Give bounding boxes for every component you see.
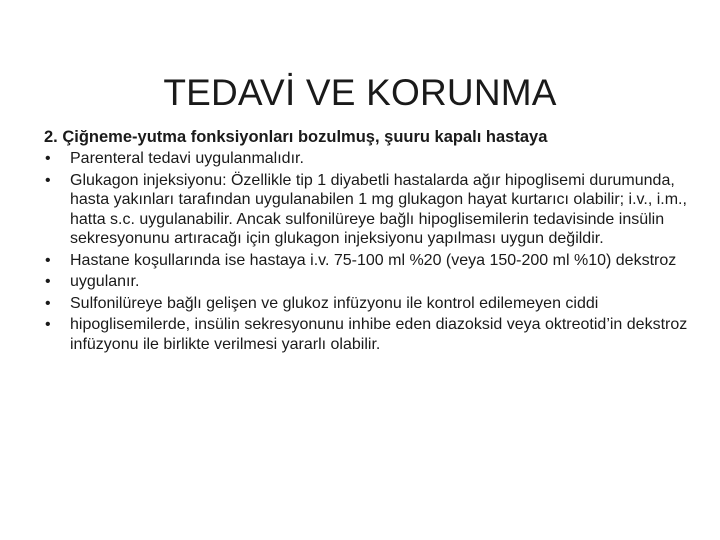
slide-title: TEDAVİ VE KORUNMA [163, 71, 557, 113]
bullet-item [44, 251, 694, 271]
subheading: 2. Çiğneme-yutma fonksiyonları bozulmuş, şuuru kapalı hastaya [44, 128, 548, 146]
bullet-item [44, 149, 694, 169]
bullet-text: Glukagon injeksiyonu: Özellikle tip 1 diyabetli hastalarda ağır hipoglisemi durumunda, hasta yakınları tarafından uygulanabilen 1 mg glukagon hayat kurtarıcı olabilir; i.v., i.m., hatta s.c. uygulanabilir. Ancak sulfonilüreye bağlı hipoglisemilerin tedavisinde insülin sekresyonunu artıracağı için glukagon injeksiyonu yapılması uygun değildir. [70, 171, 687, 247]
bullet-text: hipoglisemilerde, insülin sekresyonunu inhibe eden diazoksid veya oktreotid’in dekstroz infüzyonu ile birlikte verilmesi yararlı olabilir. [70, 316, 688, 353]
slide-body [44, 127, 694, 356]
bullet-item [44, 272, 694, 292]
bullet-text: Parenteral tedavi uygulanmalıdır. [70, 150, 304, 167]
bullet-item [44, 315, 694, 354]
bullet-item [44, 294, 694, 314]
bullet-text: Sulfonilüreye bağlı gelişen ve glukoz infüzyonu ile kontrol edilemeyen ciddi [70, 294, 599, 312]
bullet-icon: • [45, 150, 51, 167]
bullet-icon: • [45, 316, 51, 333]
bullet-icon: • [45, 273, 51, 290]
bullet-item [44, 171, 694, 249]
bullet-icon: • [45, 294, 51, 312]
bullet-icon: • [45, 251, 51, 269]
bullet-list [44, 149, 694, 354]
bullet-text: uygulanır. [70, 273, 140, 290]
bullet-icon: • [45, 171, 51, 189]
bullet-text: Hastane koşullarında ise hastaya i.v. 75-100 ml %20 (veya 150-200 ml %10) dekstroz [70, 251, 677, 269]
